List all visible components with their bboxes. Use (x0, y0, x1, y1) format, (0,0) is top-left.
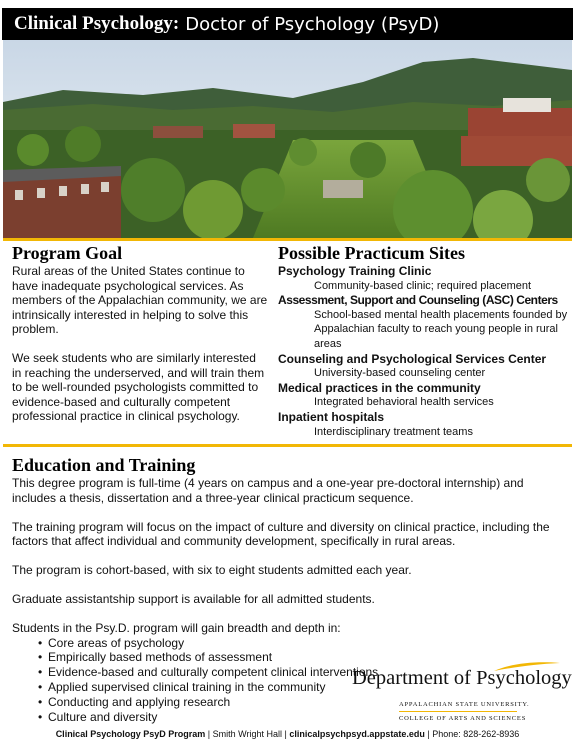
list-item: • Empirically based methods of assessment (38, 650, 567, 665)
practicum-site-desc: Community-based clinic; required placement (314, 279, 532, 292)
gold-divider-middle (3, 444, 572, 447)
list-item: • Applied supervised clinical training in the community (38, 680, 567, 695)
logo-university-name: APPALACHIAN STATE UNIVERSITY. (399, 701, 530, 708)
program-goal-paragraph: Rural areas of the United States continue to have inadequate psychological services. As members of the Appalachian community, we are intrinsically interested in helping to solve this problem. (12, 264, 268, 337)
footer-contact (0, 729, 575, 739)
paragraph-spacer (12, 578, 567, 592)
program-goal-paragraph: We seek students who are similarly interested in reaching the underserved, and will train them to be well-rounded psychologists committed to evidence-based and culturally competent professional practice in clinical psychology. (12, 350, 265, 424)
paragraph-spacer (12, 337, 268, 351)
practicum-site-name: Assessment, Support and Counseling (ASC) Centers (278, 293, 558, 308)
title-bold: Clinical Psychology: (14, 13, 180, 34)
footer-phone: Phone: 828-262-8936 (432, 729, 520, 739)
practicum-site-desc: Interdisciplinary treatment teams (314, 425, 473, 438)
practicum-site-desc: Integrated behavioral health services (314, 396, 494, 409)
footer-website: clinicalpsychpsyd.appstate.edu (289, 729, 425, 739)
education-paragraph: Students in the Psy.D. program will gain breadth and depth in: (12, 620, 341, 635)
education-paragraph: The program is cohort-based, with six to eight students admitted each year. (12, 563, 412, 578)
education-paragraph: Graduate assistantship support is available for all admitted students. (12, 591, 375, 606)
practicum-heading: Possible Practicum Sites (278, 243, 465, 263)
practicum-site-name: Medical practices in the community (278, 380, 481, 395)
practicum-site-name: Inpatient hospitals (278, 409, 385, 424)
title-rest: Doctor of Psychology (PsyD) (185, 13, 440, 35)
logo-gold-rule (399, 711, 517, 712)
list-item: • Core areas of psychology (38, 636, 567, 651)
education-paragraph: The training program will focus on the impact of culture and diversity on clinical practice, including the factors that affect individual and community development, specifically in rural areas. (12, 519, 550, 549)
title-bar (2, 8, 573, 40)
campus-photo (3, 40, 572, 238)
department-logo (352, 667, 572, 725)
practicum-site-name: Psychology Training Clinic (278, 264, 432, 278)
list-item: • Culture and diversity (38, 710, 567, 725)
logo-department-name: Department of Psychology (352, 667, 572, 689)
program-goal-heading: Program Goal (12, 243, 123, 263)
logo-college-name: COLLEGE OF ARTS AND SCIENCES (399, 715, 527, 722)
footer-program: Clinical Psychology PsyD Program (55, 729, 206, 739)
program-goal-section (12, 243, 268, 424)
practicum-site-name: Counseling and Psychological Services Center (278, 351, 547, 366)
paragraph-spacer (12, 549, 567, 563)
practicum-site-desc: University-based counseling center (314, 367, 486, 380)
education-paragraph: This degree program is full-time (4 years on campus and a one-year pre-doctoral internship) and includes a thesis, dissertation and a three-year clinical practicum sequence. (12, 476, 524, 505)
list-item: • Evidence-based and culturally competent clinical interventions (38, 665, 567, 680)
footer-separator: | (427, 729, 433, 739)
footer-location: Smith Wright Hall (212, 729, 282, 739)
practicum-site-desc: School-based mental health placements founded by Appalachian faculty to reach young people in rural areas (314, 308, 568, 350)
logo-swoosh-icon (492, 659, 562, 673)
paragraph-spacer (12, 506, 567, 520)
practicum-section (278, 243, 575, 439)
footer-separator: | (284, 729, 290, 739)
education-heading: Education and Training (12, 455, 196, 475)
gold-divider-top (3, 238, 572, 241)
list-item: • Conducting and applying research (38, 695, 567, 710)
paragraph-spacer (12, 607, 567, 621)
footer-separator: | (207, 729, 213, 739)
